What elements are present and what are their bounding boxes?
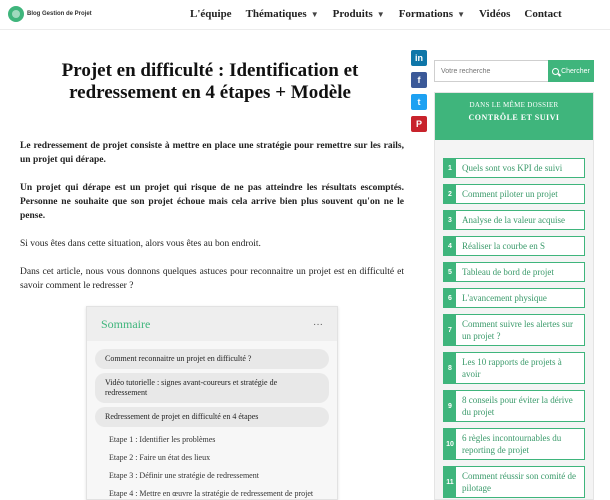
item-label: 6 règles incontournables du reporting de projet xyxy=(462,433,562,455)
site-header xyxy=(0,0,610,30)
page-title: Projet en difficulté : Identification et redressement en 4 étapes + Modèle xyxy=(61,60,359,103)
dossier-item[interactable] xyxy=(443,390,585,422)
item-label: Analyse de la valeur acquise xyxy=(462,215,565,225)
article-paragraph: Dans cet article, nous vous donnons quelques astuces pour reconnaitre un projet est en difficulté et savoir comment le redresser ? xyxy=(20,267,404,291)
search-button-label: Chercher xyxy=(561,67,590,75)
dossier-title: CONTRÔLE ET SUIVI xyxy=(468,113,560,122)
site-logo[interactable] xyxy=(8,6,92,22)
dossier-item[interactable] xyxy=(443,158,585,178)
nav-label: L'équipe xyxy=(190,8,232,20)
article-paragraph: Un projet qui dérape est un projet qui risque de ne pas atteindre les résultats escomptés. Personne ne souhaite que son projet échoue mais cela arrive bien plus souvent qu'on ne le pense. xyxy=(20,183,404,221)
toc-subitem[interactable]: Etape 2 : Faire un état des lieux xyxy=(109,453,211,462)
logo-icon xyxy=(8,6,24,22)
dossier-item[interactable] xyxy=(443,184,585,204)
item-number: 2 xyxy=(444,185,456,203)
dossier-item[interactable] xyxy=(443,428,585,460)
search-icon xyxy=(552,68,559,75)
item-label: Comment piloter un projet xyxy=(462,189,558,199)
item-number: 3 xyxy=(444,211,456,229)
table-of-contents xyxy=(86,306,338,500)
dossier-item[interactable] xyxy=(443,314,585,346)
search-form xyxy=(434,60,594,82)
item-number: 10 xyxy=(444,429,456,459)
item-number: 7 xyxy=(444,315,456,345)
item-number: 5 xyxy=(444,263,456,281)
nav-label: Contact xyxy=(524,8,562,20)
twitter-icon[interactable]: t xyxy=(411,94,427,110)
dossier-kicker: DANS LE MÊME DOSSIER xyxy=(469,101,559,109)
search-input[interactable] xyxy=(434,60,548,82)
toc-menu-icon[interactable]: ··· xyxy=(313,318,323,330)
nav-label: Thématiques xyxy=(245,8,307,20)
dossier-header xyxy=(435,93,593,140)
nav-item-thematiques[interactable] xyxy=(246,8,319,20)
nav-item-equipe[interactable] xyxy=(190,8,232,20)
toc-subitem[interactable]: Etape 1 : Identifier les problèmes xyxy=(109,435,216,444)
toc-header[interactable] xyxy=(87,307,337,341)
item-label: Réaliser la courbe en S xyxy=(462,241,545,251)
toc-item[interactable]: Vidéo tutorielle : signes avant-coureurs et stratégie de redressement xyxy=(95,373,329,403)
item-number: 9 xyxy=(444,391,456,421)
toc-item[interactable]: Redressement de projet en difficulté en 4 étapes xyxy=(95,407,329,427)
toc-title: Sommaire xyxy=(101,316,151,331)
dossier-item[interactable] xyxy=(443,236,585,256)
dossier-item[interactable] xyxy=(443,288,585,308)
pinterest-icon[interactable]: P xyxy=(411,116,427,132)
chevron-down-icon: ▼ xyxy=(376,9,385,19)
share-bar xyxy=(411,50,427,138)
nav-item-videos[interactable] xyxy=(479,8,510,20)
linkedin-icon[interactable]: in xyxy=(411,50,427,66)
item-label: Comment suivre les alertes sur un projet ? xyxy=(462,319,573,341)
item-label: L'avancement physique xyxy=(462,293,547,303)
main-nav xyxy=(190,8,576,20)
dossier-item[interactable] xyxy=(443,210,585,230)
related-dossier xyxy=(434,92,594,500)
nav-label: Formations xyxy=(398,8,454,20)
dossier-item[interactable] xyxy=(443,466,585,498)
nav-item-produits[interactable] xyxy=(333,8,385,20)
dossier-item[interactable] xyxy=(443,352,585,384)
item-number: 8 xyxy=(444,353,456,383)
item-number: 6 xyxy=(444,289,456,307)
toc-subitem[interactable]: Etape 4 : Mettre en œuvre la stratégie de redressement de projet xyxy=(109,489,314,498)
toc-subitem[interactable]: Etape 3 : Définir une stratégie de redressement xyxy=(109,471,259,480)
toc-body xyxy=(87,341,337,500)
item-label: 8 conseils pour éviter la dérive du projet xyxy=(462,395,573,417)
article-paragraph: Si vous êtes dans cette situation, alors vous êtes au bon endroit. xyxy=(20,239,261,249)
item-number: 4 xyxy=(444,237,456,255)
item-label: Les 10 rapports de projets à avoir xyxy=(462,357,562,379)
dossier-list xyxy=(435,140,593,498)
item-label: Comment réussir son comité de pilotage xyxy=(462,471,576,493)
chevron-down-icon: ▼ xyxy=(457,9,465,19)
item-number: 1 xyxy=(444,159,456,177)
article-paragraph: Le redressement de projet consiste à mettre en place une stratégie pour remettre sur les rails, un projet qui dérape. xyxy=(20,141,404,165)
item-label: Tableau de bord de projet xyxy=(462,267,554,277)
dossier-item[interactable] xyxy=(443,262,585,282)
item-label: Quels sont vos KPI de suivi xyxy=(462,163,563,173)
chevron-down-icon: ▼ xyxy=(310,9,319,19)
search-button[interactable] xyxy=(548,60,594,82)
nav-item-formations[interactable] xyxy=(399,8,465,20)
toc-item[interactable]: Comment reconnaitre un projet en difficulté ? xyxy=(95,349,329,369)
item-number: 11 xyxy=(444,467,456,497)
facebook-icon[interactable]: f xyxy=(411,72,427,88)
nav-label: Vidéos xyxy=(479,8,511,20)
nav-item-contact[interactable] xyxy=(524,8,561,20)
logo-text: Blog Gestion de Projet xyxy=(27,11,92,17)
nav-label: Produits xyxy=(332,8,373,20)
